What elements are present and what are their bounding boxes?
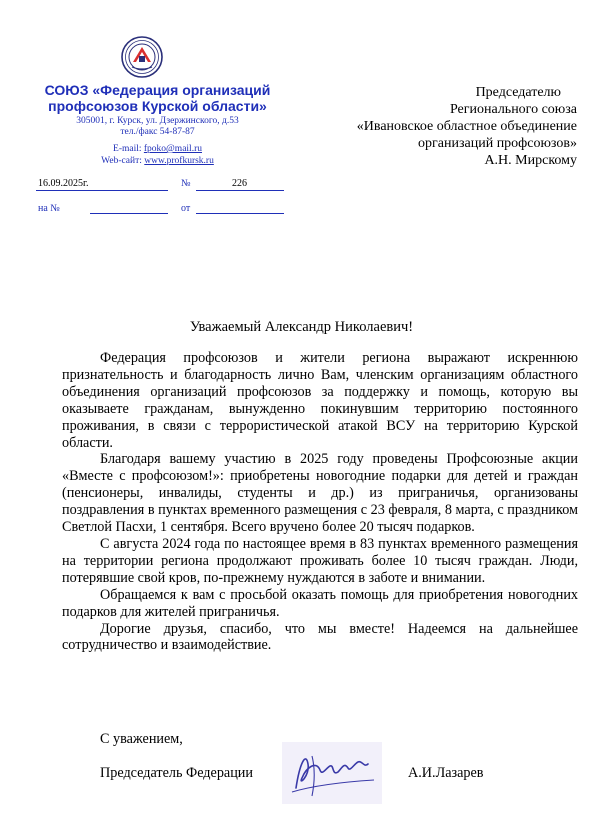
- union-logo-icon: [120, 35, 164, 79]
- signer-name: А.И.Лазарев: [408, 765, 484, 781]
- reference-underline: [90, 213, 168, 214]
- website-link[interactable]: www.profkursk.ru: [144, 156, 214, 166]
- number-label: №: [181, 178, 191, 189]
- signer-role: Председатель Федерации: [100, 765, 253, 781]
- org-address: 305001, г. Курск, ул. Дзержинского, д.53: [76, 116, 239, 126]
- outgoing-date: 16.09.2025г.: [38, 178, 89, 189]
- recipient-line: Председателю: [475, 85, 561, 100]
- website-label: Web-сайт:: [101, 156, 142, 166]
- date-underline: [36, 190, 168, 191]
- handwritten-signature-icon: [282, 742, 382, 804]
- organization-name: [20, 82, 295, 114]
- org-email: [40, 143, 275, 155]
- org-name-line2: профсоюзов Курской области»: [48, 98, 267, 114]
- letter-paragraph: Обращаемся к вам с просьбой оказать помощь для приобретения новогодних подарков для жителей приграничья.: [62, 586, 578, 620]
- email-label: E-mail:: [113, 144, 142, 154]
- recipient-line: организаций профсоюзов»: [418, 136, 577, 151]
- from-underline: [196, 213, 284, 214]
- closing-phrase: С уважением,: [100, 731, 183, 747]
- org-name-line1: СОЮЗ «Федерация организаций: [44, 82, 271, 98]
- letter-paragraph: Дорогие друзья, спасибо, что мы вместе! Надеемся на дальнейшее сотрудничество и взаимодействие.: [62, 620, 578, 654]
- org-website: [40, 155, 275, 167]
- email-link[interactable]: fpoko@mail.ru: [143, 144, 202, 154]
- org-phone: тел./факс 54-87-87: [120, 127, 195, 137]
- recipient-line: А.Н. Мирскому: [484, 153, 577, 168]
- letter-paragraph: Благодаря вашему участию в 2025 году проведены Профсоюзные акции «Вместе с профсоюзом!»: приобретены новогодние подарки для детей и граждан (пенсионеры, инвалиды, студенты и др.) из приграничья, организованы поздравления в пунктах временного размещения с 23 февраля, 8 марта, с праздником Светлой Пасхи, 1 сентября. Всего вручено более 20 тысяч подарков.: [62, 451, 578, 536]
- salutation: Уважаемый Александр Николаевич!: [189, 319, 414, 335]
- recipient-block: [317, 84, 577, 169]
- letter-body: [62, 350, 578, 654]
- letter-paragraph: Федерация профсоюзов и жители региона выражают искреннюю признательность и благодарность лично Вам, членским организациям областного объединения организаций профсоюзов за поддержку и помощь, которую вы оказываете гражданам, вынужденно покинувшим территорию постоянного проживания, в связи с террористической атакой ВСУ на территорию Курской области.: [62, 350, 578, 451]
- number-underline: [196, 190, 284, 191]
- letter-paragraph: С августа 2024 года по настоящее время в 83 пунктах временного размещения на территории региона продолжают проживать более 10 тысяч граждан. Люди, потерявшие свой кров, по-прежнему нуждаются в заботе и внимании.: [62, 535, 578, 586]
- outgoing-number: 226: [232, 178, 247, 189]
- reference-label: на №: [38, 203, 60, 214]
- from-label: от: [181, 203, 191, 214]
- recipient-line: Регионального союза: [449, 102, 577, 117]
- recipient-line: «Ивановское областное объединение: [356, 119, 577, 134]
